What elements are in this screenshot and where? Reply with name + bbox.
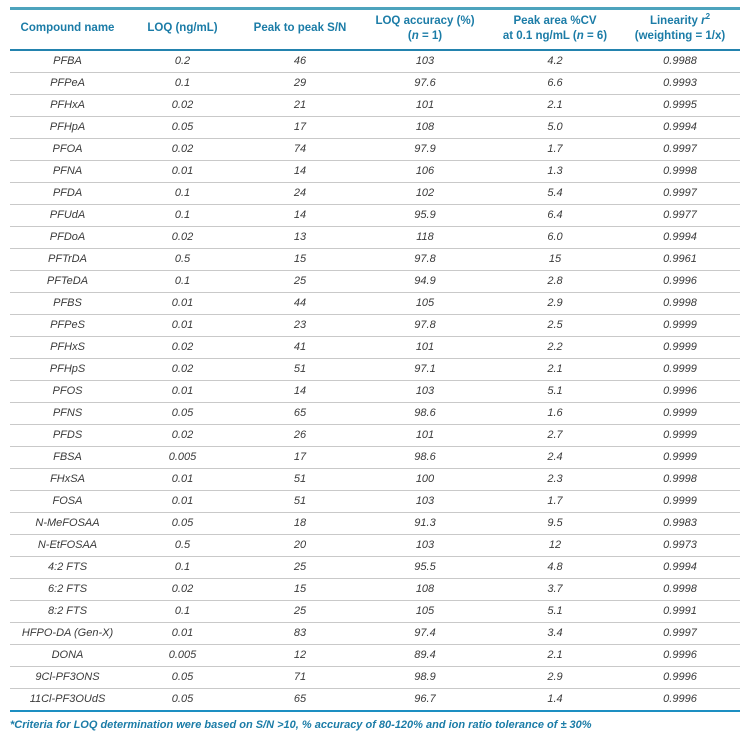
table-row [10,666,740,688]
cell-peak-area-cv: 1.4 [547,693,563,706]
cell-peak-area-cv: 5.1 [490,600,620,622]
compound-name-cell: FHxSA [10,468,125,490]
cell-peak-area-cv: 2.8 [490,270,620,292]
cell-linearity-r2: 0.9961 [620,248,740,270]
cell-loq: 0.1 [125,600,240,622]
cell-peak-to-peak-sn: 12 [240,644,360,666]
cell-peak-to-peak-sn: 26 [240,424,360,446]
cell-loq: 0.05 [125,116,240,138]
cell-linearity-r2: 0.9998 [620,468,740,490]
compound-name-cell: FBSA [10,446,125,468]
cell-loq: 0.1 [125,182,240,204]
compound-name-cell: 6:2 FTS [10,578,125,600]
cell-peak-area-cv: 5.1 [490,380,620,402]
cell-linearity-r2: 0.9973 [620,534,740,556]
table-row [10,94,740,116]
compound-name-cell: 4:2 FTS [10,556,125,578]
cell-loq: 0.05 [125,402,240,424]
table-row [10,160,740,182]
cell-peak-to-peak-sn: 15 [240,248,360,270]
cell-peak-to-peak-sn: 15 [240,578,360,600]
cell-peak-to-peak-sn: 51 [240,468,360,490]
compound-name-cell: PFTeDA [10,270,125,292]
cell-loq: 0.02 [125,578,240,600]
cell-peak-area-cv: 9.5 [490,512,620,534]
cell-loq-accuracy: 98.9 [360,666,490,688]
compound-name-cell: PFOA [10,138,125,160]
cell-loq: 0.1 [125,270,240,292]
cell-peak-area-cv: 1.7 [490,138,620,160]
table-row [10,116,740,138]
cell-peak-area-cv: 2.9 [490,666,620,688]
cell-loq-accuracy: 96.7 [414,693,436,706]
table-row [10,292,740,314]
cell-linearity-r2: 0.9996 [620,666,740,688]
compound-name-cell: PFPeA [10,72,125,94]
cell-linearity-r2: 0.9996 [663,693,697,706]
table-row [10,468,740,490]
cell-peak-to-peak-sn: 74 [240,138,360,160]
table-row [10,226,740,248]
compound-name-cell: PFDoA [10,226,125,248]
cell-loq-accuracy: 97.6 [360,72,490,94]
cell-linearity-r2: 0.9994 [620,226,740,248]
cell-peak-to-peak-sn: 25 [240,600,360,622]
cell-peak-to-peak-sn: 71 [240,666,360,688]
compound-name-cell: PFDS [10,424,125,446]
cell-loq-accuracy: 103 [360,50,490,73]
cell-loq-accuracy: 102 [360,182,490,204]
cell-loq-accuracy: 89.4 [360,644,490,666]
compound-name-cell: PFTrDA [10,248,125,270]
cell-loq-accuracy: 97.4 [360,622,490,644]
cell-linearity-r2: 0.9994 [620,116,740,138]
cell-loq-accuracy: 105 [360,292,490,314]
cell-linearity-r2: 0.9999 [620,358,740,380]
cell-peak-area-cv: 2.7 [490,424,620,446]
compound-name-cell: PFHpS [10,358,125,380]
cell-peak-to-peak-sn: 83 [240,622,360,644]
cell-linearity-r2: 0.9999 [620,402,740,424]
column-header-linearity-r2: Linearity $r^2$ (weighting = 1/x) [620,9,740,50]
cell-linearity-r2: 0.9988 [620,50,740,73]
table-body [10,50,740,711]
cell-loq: 0.1 [125,556,240,578]
compound-name-cell: PFHxA [10,94,125,116]
cell-loq-accuracy: 108 [360,578,490,600]
cell-linearity-r2: 0.9997 [620,138,740,160]
cell-loq: 0.05 [125,512,240,534]
column-header-peak-area-cv: Peak area %CV at 0.1 ng/mL (n = 6) [490,9,620,50]
cell-loq-accuracy: 95.5 [360,556,490,578]
table-row [10,534,740,556]
cell-peak-area-cv: 3.7 [490,578,620,600]
cell-loq-accuracy: 98.6 [360,402,490,424]
cell-peak-to-peak-sn: 41 [240,336,360,358]
cell-peak-area-cv: 4.8 [490,556,620,578]
cell-loq: 0.5 [125,534,240,556]
cell-loq: 0.005 [125,446,240,468]
table-row [10,402,740,424]
compound-name-cell: PFUdA [10,204,125,226]
cell-peak-to-peak-sn: 18 [240,512,360,534]
cell-loq-accuracy: 118 [360,226,490,248]
cell-peak-to-peak-sn: 25 [240,556,360,578]
cell-loq-accuracy: 97.1 [360,358,490,380]
cell-peak-to-peak-sn: 23 [240,314,360,336]
cell-linearity-r2: 0.9994 [620,556,740,578]
cell-linearity-r2: 0.9991 [620,600,740,622]
compound-name-cell: HFPO-DA (Gen-X) [10,622,125,644]
cell-peak-area-cv: 2.1 [490,644,620,666]
cell-linearity-r2: 0.9999 [620,424,740,446]
cell-loq-accuracy: 101 [360,94,490,116]
compound-name-cell: DONA [10,644,125,666]
cell-peak-to-peak-sn: 51 [240,358,360,380]
cell-linearity-r2: 0.9977 [620,204,740,226]
cell-peak-area-cv: 6.6 [490,72,620,94]
cell-loq: 0.01 [125,468,240,490]
cell-loq-accuracy: 105 [360,600,490,622]
cell-loq-accuracy: 94.9 [360,270,490,292]
cell-peak-area-cv: 1.3 [490,160,620,182]
table-row [10,556,740,578]
cell-loq-accuracy: 95.9 [360,204,490,226]
compound-name-cell: PFPeS [10,314,125,336]
cell-loq: 0.01 [125,292,240,314]
cell-linearity-r2: 0.9999 [620,314,740,336]
cell-peak-area-cv: 2.3 [490,468,620,490]
cell-peak-to-peak-sn: 65 [293,693,307,706]
cell-linearity-r2: 0.9998 [620,292,740,314]
cell-linearity-r2: 0.9996 [620,270,740,292]
cell-peak-to-peak-sn: 44 [240,292,360,314]
column-header-loq: LOQ (ng/mL) [125,9,240,50]
cell-peak-to-peak-sn: 21 [240,94,360,116]
compound-name-cell: PFDA [10,182,125,204]
cell-loq: 0.01 [125,314,240,336]
cell-loq-accuracy: 103 [360,380,490,402]
table-row [10,204,740,226]
cell-linearity-r2: 0.9998 [620,160,740,182]
table-row [10,270,740,292]
table-row [10,182,740,204]
cell-peak-to-peak-sn: 25 [240,270,360,292]
cell-loq: 0.01 [125,160,240,182]
cell-loq-accuracy: 98.6 [360,446,490,468]
column-header-compound-name: Compound name [10,9,125,50]
cell-loq: 0.02 [125,358,240,380]
cell-linearity-r2: 0.9999 [620,446,740,468]
table-row [10,688,740,711]
cell-peak-area-cv: 2.9 [490,292,620,314]
cell-linearity-r2: 0.9997 [620,182,740,204]
column-header-loq-accuracy: LOQ accuracy (%) (n = 1) [360,9,490,50]
table-row [10,314,740,336]
compound-name-cell: PFOS [10,380,125,402]
cell-loq-accuracy: 97.8 [360,248,490,270]
cell-loq: 0.02 [125,336,240,358]
cell-peak-area-cv: 4.2 [490,50,620,73]
cell-loq: 0.5 [125,248,240,270]
cell-peak-area-cv: 2.1 [490,94,620,116]
cell-linearity-r2: 0.9999 [620,336,740,358]
cell-linearity-r2: 0.9995 [620,94,740,116]
compound-name-cell: PFHxS [10,336,125,358]
cell-loq-accuracy: 91.3 [360,512,490,534]
cell-loq: 0.005 [125,644,240,666]
cell-loq: 0.05 [125,666,240,688]
cell-peak-area-cv: 15 [490,248,620,270]
cell-peak-area-cv: 6.4 [490,204,620,226]
table-row [10,336,740,358]
table-row [10,600,740,622]
compound-name-cell: PFHpA [10,116,125,138]
loq-results-table [10,7,740,712]
cell-peak-area-cv: 5.0 [490,116,620,138]
cell-loq: 0.02 [125,138,240,160]
cell-peak-to-peak-sn: 14 [240,380,360,402]
table-row [10,248,740,270]
table-row [10,358,740,380]
cell-loq-accuracy: 101 [360,336,490,358]
cell-loq-accuracy: 101 [360,424,490,446]
compound-name-cell: PFBA [10,50,125,73]
table-row [10,380,740,402]
cell-linearity-r2: 0.9999 [620,490,740,512]
cell-loq-accuracy: 97.8 [360,314,490,336]
table-row [10,50,740,73]
cell-loq-accuracy: 100 [360,468,490,490]
cell-loq-accuracy: 103 [360,490,490,512]
column-header-peak-to-peak-sn: Peak to peak S/N [240,9,360,50]
table-row [10,578,740,600]
table-row [10,644,740,666]
cell-linearity-r2: 0.9997 [620,622,740,644]
cell-peak-to-peak-sn: 29 [240,72,360,94]
cell-peak-area-cv: 2.5 [490,314,620,336]
cell-loq: 0.2 [125,50,240,73]
cell-peak-area-cv: 1.7 [490,490,620,512]
table-header-row [10,9,740,50]
cell-loq: 0.1 [125,72,240,94]
cell-linearity-r2: 0.9993 [620,72,740,94]
table-row [10,138,740,160]
cell-peak-area-cv: 6.0 [490,226,620,248]
cell-peak-area-cv: 2.2 [490,336,620,358]
cell-loq-accuracy: 108 [360,116,490,138]
cell-peak-area-cv: 2.1 [490,358,620,380]
compound-name-cell: 9Cl-PF3ONS [10,666,125,688]
cell-loq-accuracy: 103 [360,534,490,556]
cell-peak-to-peak-sn: 65 [240,402,360,424]
cell-peak-to-peak-sn: 17 [240,116,360,138]
cell-loq-accuracy: 106 [360,160,490,182]
table-row [10,512,740,534]
table-row [10,424,740,446]
cell-loq: 0.01 [125,490,240,512]
cell-peak-area-cv: 3.4 [490,622,620,644]
cell-peak-area-cv: 2.4 [490,446,620,468]
compound-name-cell: 8:2 FTS [10,600,125,622]
compound-name-cell: PFNA [10,160,125,182]
cell-peak-to-peak-sn: 51 [240,490,360,512]
cell-linearity-r2: 0.9996 [620,380,740,402]
cell-peak-to-peak-sn: 13 [240,226,360,248]
cell-peak-area-cv: 5.4 [490,182,620,204]
table-header [10,9,740,50]
cell-peak-area-cv: 12 [490,534,620,556]
cell-linearity-r2: 0.9983 [620,512,740,534]
cell-linearity-r2: 0.9998 [620,578,740,600]
table-footnote: *Criteria for LOQ determination were based on S/N >10, % accuracy of 80-120% and ion ratio tolerance of ± 30% [10,718,592,731]
cell-loq: 0.02 [125,226,240,248]
cell-loq: 0.02 [125,94,240,116]
cell-peak-to-peak-sn: 17 [240,446,360,468]
cell-peak-to-peak-sn: 24 [240,182,360,204]
table-row [10,72,740,94]
cell-loq: 0.05 [171,693,194,706]
cell-peak-to-peak-sn: 46 [240,50,360,73]
cell-peak-to-peak-sn: 14 [240,204,360,226]
compound-name-cell: PFNS [10,402,125,424]
cell-linearity-r2: 0.9996 [620,644,740,666]
compound-name-cell: FOSA [10,490,125,512]
compound-name-cell: PFBS [10,292,125,314]
cell-peak-to-peak-sn: 20 [240,534,360,556]
cell-peak-to-peak-sn: 14 [240,160,360,182]
cell-loq: 0.02 [125,424,240,446]
compound-name-cell: N-EtFOSAA [10,534,125,556]
cell-peak-area-cv: 1.6 [490,402,620,424]
table-row [10,490,740,512]
cell-loq: 0.1 [125,204,240,226]
cell-loq: 0.01 [125,380,240,402]
cell-loq: 0.01 [125,622,240,644]
cell-loq-accuracy: 97.9 [360,138,490,160]
table-row [10,622,740,644]
table-row [10,446,740,468]
compound-name-cell: N-MeFOSAA [10,512,125,534]
compound-name-cell: 11Cl-PF3OUdS [29,693,106,706]
